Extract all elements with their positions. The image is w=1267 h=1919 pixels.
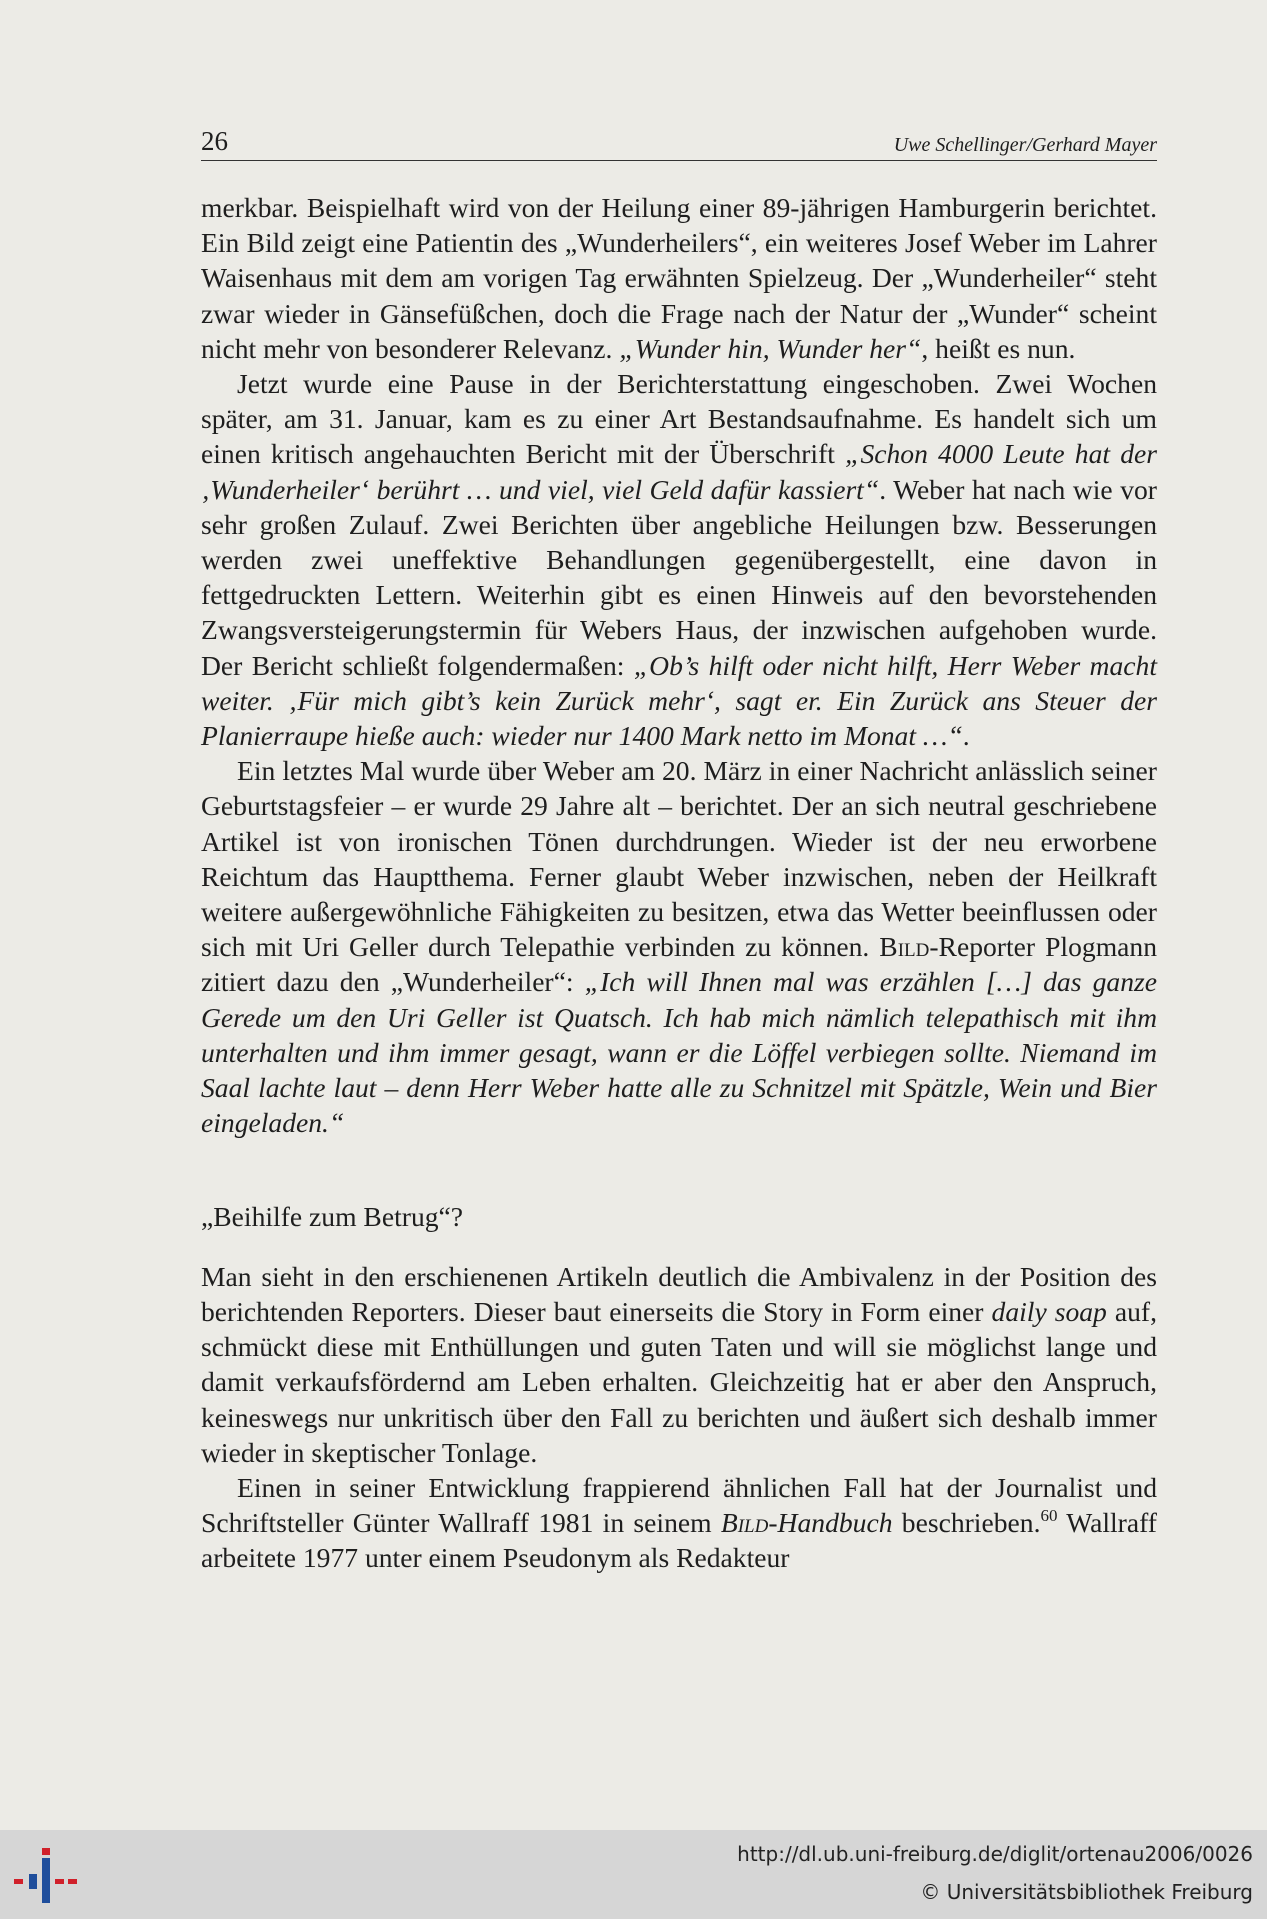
small-caps-italic: Bild (720, 1507, 769, 1539)
text-run: . Weber hat nach wie vor sehr großen Zulauf. Zwei Berichten über angebliche Heilungen bzw. Besserungen werden zwei uneffektive Behandlungen gegenübergestellt, eine davon in fettgedruckten Lettern. Weiterhin gibt es einen Hinweis auf den bevorstehenden Zwangsversteigerungstermin für Webers Haus, der inzwischen aufgehoben wurde. Der Bericht schließt folgendermaßen: (201, 473, 1157, 681)
paragraph (201, 753, 1157, 1140)
paragraph (201, 190, 1157, 366)
text-run: Einen in seiner Entwicklung frappierend ähnlichen Fall hat der Journalist und Schriftsteller Günter Wallraff 1981 in seinem (201, 1471, 1157, 1539)
text-run: Ein letztes Mal wurde über Weber am 20. März in einer Nachricht anlässlich seiner Geburtstagsfeier – er wurde 29 Jahre alt – berichtet. Der an sich neutral geschriebene Artikel ist von ironischen Tönen durchdrungen. Wieder ist der neu erworbene Reichtum das Hauptthema. Ferner glaubt Weber inzwischen, neben der Heilkraft weitere außergewöhnliche Fähigkeiten zu besitzen, etwa das Wetter beeinflussen oder sich mit Uri Geller durch Telepathie verbinden zu können. (201, 755, 1157, 963)
text-run: merkbar. Beispielhaft wird von der Heilung einer 89-jährigen Hamburgerin berichtet. Ein Bild zeigt eine Patientin des „Wunderheilers“, ein weiteres Josef Weber im Lahrer Waisenhaus mit dem am vorigen Tag erwähnten Spielzeug. Der „Wunderheiler“ steht zwar wieder in Gänsefüßchen, doch die Frage nach der Natur der „Wunder“ scheint nicht mehr von besonderer Relevanz. (201, 192, 1157, 364)
text-run: , heißt es nun. (921, 332, 1076, 364)
source-url-link[interactable]: http://dl.ub.uni-freiburg.de/diglit/ortenau2006/0026 (737, 1842, 1253, 1866)
paragraph (201, 1259, 1157, 1470)
text-run: Wallraff arbeitete 1977 unter einem Pseudonym als Redakteur (201, 1507, 1157, 1574)
quote-italic: „Ich will Ihnen mal was erzählen […] das ganze Gerede um den Uri Geller ist Quatsch. Ich hab mich nämlich telepathisch mit ihm unterhalten und ihm immer gesagt, wann er die Löffel verbiegen sollte. Niemand im Saal lachte laut – denn Herr Weber hatte alle zu Schnitzel mit Spätzle, Wein und Bier eingeladen.“ (201, 966, 1157, 1139)
title-italic: -Handbuch (768, 1507, 893, 1539)
running-head-authors: Uwe Schellinger/Gerhard Mayer (893, 134, 1157, 156)
text-run: auf, schmückt diese mit Enthüllungen und guten Taten und will sie möglichst lange und damit verkaufsfördernd am Leben erhalten. Gleichzeitig hat er aber den Anspruch, keineswegs nur unkritisch über den Fall zu berichten und äußert sich deshalb immer wieder in skeptischer Tonlage. (201, 1295, 1158, 1468)
footnote-marker[interactable]: 60 (1040, 1506, 1058, 1526)
quote-italic: „Schon 4000 Leute hat der ‚Wunderheiler‘ berührt … und viel, viel Geld dafür kassiert“ (201, 438, 1157, 505)
quote-italic: „Ob’s hilft oder nicht hilft, Herr Weber macht weiter. ‚Für mich gibt’s kein Zurück mehr‘, sagt er. Ein Zurück ans Steuer der Planierraupe hieße auch: wieder nur 1400 Mark netto im Monat …“ (201, 649, 1157, 752)
quote-italic: „Wunder hin, Wunder her“ (619, 332, 922, 364)
section-heading: „Beihilfe zum Betrug“? (201, 1201, 464, 1233)
page-number: 26 (201, 126, 228, 156)
paragraph (201, 366, 1157, 753)
small-caps-text: Bild (879, 931, 930, 963)
footer-bar (0, 1830, 1267, 1919)
copyright-notice: © Universitätsbibliothek Freiburg (920, 1880, 1253, 1904)
library-logo-icon (12, 1846, 82, 1906)
text-run: beschrieben. (892, 1507, 1041, 1539)
text-run: Man sieht in den erschienenen Artikeln deutlich die Ambivalenz in der Position des berichtenden Reporters. Dieser baut einerseits die Story in Form einer (201, 1260, 1157, 1327)
page-header (201, 120, 1157, 161)
text-run: . (962, 720, 970, 752)
term-italic: daily soap (991, 1295, 1107, 1327)
body-text (201, 190, 1157, 1576)
text-run: Jetzt wurde eine Pause in der Berichterstattung eingeschoben. Zwei Wochen später, am 31. Januar, kam es zu einer Art Bestandsaufnahme. Es handelt sich um einen kritisch angehauchten Bericht mit der Überschrift (201, 368, 1157, 470)
text-run: -Reporter Plogmann zitiert dazu den „Wunderheiler“: (201, 931, 1157, 998)
paragraph (201, 1470, 1157, 1576)
